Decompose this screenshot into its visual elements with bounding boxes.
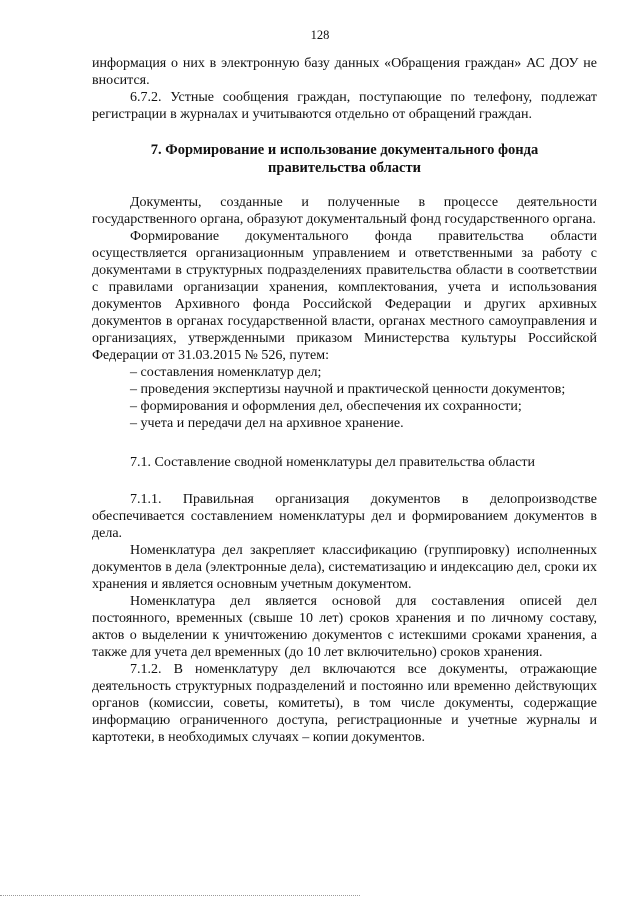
list-item: – проведения экспертизы научной и практической ценности документов; [130, 382, 566, 397]
paragraph-documents-fund: Документы, созданные и полученные в процессе деятельности государственного органа, образуют документальный фонд государственного органа. [92, 195, 597, 227]
list-item: – составления номенклатур дел; [130, 365, 322, 380]
paragraph-nomenclature-basis: Номенклатура дел является основой для составления описей дел постоянного, временных (свыше 10 лет) сроков хранения и по личному составу, актов о выделении к уничтожению документов с истекшими сроками хранения, а также для учета дел временных (до 10 лет включительно) сроков хранения. [92, 594, 597, 660]
paragraph-6-7-2: 6.7.2. Устные сообщения граждан, поступающие по телефону, подлежат регистрации в журналах и учитываются отдельно от обращений граждан. [92, 90, 597, 122]
spacer [92, 177, 597, 194]
paragraph-7-1-2: 7.1.2. В номенклатуру дел включаются все документы, отражающие деятельность структурных подразделений и постоянно или временно действующих органов (комиссии, советы, комитеты), в том числе документы, содержащие информацию ограниченного доступа, регистрационные и учетные журналы и картотеки, в необходимых случаях – копии документов. [92, 662, 597, 745]
list-item: – учета и передачи дел на архивное хранение. [130, 416, 404, 431]
paragraph-nomenclature-classification: Номенклатура дел закрепляет классификацию (группировку) исполненных документов в дела (электронные дела), систематизацию и индексацию дел, сроки их хранения и является основным учетным документом. [92, 543, 597, 592]
spacer [92, 471, 597, 491]
paragraph-continuation: информация о них в электронную базу данных «Обращения граждан» АС ДОУ не вносится. [92, 56, 597, 88]
subsection-heading-7-1: 7.1. Составление сводной номенклатуры дел правительства области [130, 455, 536, 470]
document-body [92, 55, 597, 746]
paragraph-7-1-1: 7.1.1. Правильная организация документов в делопроизводстве обеспечивается составлением номенклатуры дел и формированием документов в дела. [92, 492, 597, 541]
page-number: 128 [310, 28, 330, 42]
paragraph-fund-formation: Формирование документального фонда правительства области осуществляется организационным управлением и ответственными за работу с документами в структурных подразделениях правительства области в соответствии с правилами организации хранения, комплектования, учета и использования документов Архивного фонда Российской Федерации и других архивных документов в органах государственной власти, органах местного самоуправления и организациях, утвержденными приказом Министерства культуры Российской Федерации от 31.03.2015 № 526, путем: [92, 229, 597, 363]
section-heading-7: 7. Формирование и использование документального фонда правительства области [150, 142, 539, 176]
footer-divider [0, 895, 360, 896]
list-item: – формирования и оформления дел, обеспечения их сохранности; [130, 399, 522, 414]
